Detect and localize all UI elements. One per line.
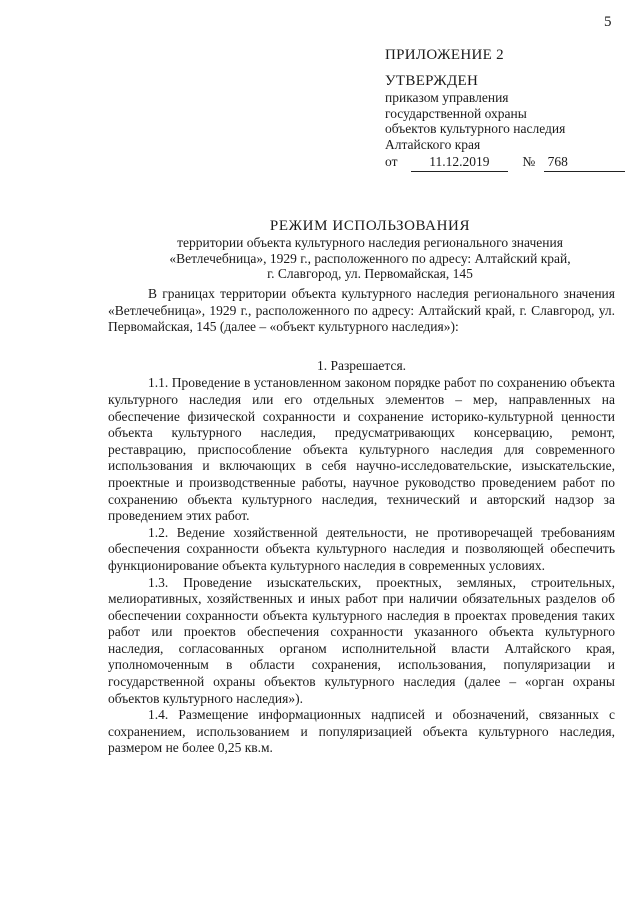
from-label: от bbox=[385, 154, 398, 169]
title-line: г. Славгород, ул. Первомайская, 145 bbox=[267, 266, 473, 281]
section-item: 1.1. Проведение в установленном законом порядке работ по сохранению объекта культурного наследия или его отдельных элементов – мер, направленных на обеспечение физической сохранности и сохранение историко-культурной ценности объекта культурного наследия, предусматривающих консервацию, ремонт, реставрацию, приспособление объекта культурного наследия для современного использования и включающих в себя научно-исследовательские, изыскательские, проектные и производственные работы, научное руководство проведением работ по сохранению объекта культурного наследия, технический и авторский надзор за проведением этих работ. bbox=[108, 375, 615, 524]
approval-line: приказом управления bbox=[385, 90, 509, 105]
order-date: 11.12.2019 bbox=[411, 154, 508, 172]
approval-line: Алтайского края bbox=[385, 136, 481, 152]
order-number: 768 bbox=[544, 154, 625, 172]
approved-label: УТВЕРЖДЕН bbox=[385, 73, 479, 89]
document-title: РЕЖИМ ИСПОЛЬЗОВАНИЯ bbox=[269, 218, 471, 234]
page-number: 5 bbox=[604, 14, 612, 30]
title-line: «Ветлечебница», 1929 г., расположенного по адресу: Алтайский край, bbox=[169, 250, 571, 266]
section-heading: 1. Разрешается. bbox=[316, 357, 407, 373]
approval-block bbox=[385, 46, 625, 172]
title-line: территории объекта культурного наследия регионального значения bbox=[177, 235, 563, 250]
order-date-line bbox=[385, 154, 625, 172]
number-label: № bbox=[522, 154, 536, 169]
approval-line: объектов культурного наследия bbox=[385, 121, 566, 136]
intro-paragraph: В границах территории объекта культурного наследия регионального значения «Ветлечебница», 1929 г., расположенного по адресу: Алтайский край, г. Славгород, ул. Первомайская, 145 (далее – «объект культурного наследия»): bbox=[108, 286, 615, 335]
document-body bbox=[108, 286, 615, 757]
appendix-label: ПРИЛОЖЕНИЕ 2 bbox=[385, 47, 504, 63]
section-item: 1.2. Ведение хозяйственной деятельности, не противоречащей требованиям обеспечения сохранности объекта культурного наследия и позволяющей обеспечить функционирование объекта культурного наследия в современных условиях. bbox=[108, 524, 615, 573]
section-item: 1.4. Размещение информационных надписей и обозначений, связанных с сохранением, использованием и популяризацией объекта культурного наследия, размером не более 0,25 кв.м. bbox=[108, 707, 615, 756]
section-item: 1.3. Проведение изыскательских, проектных, земляных, строительных, мелиоративных, хозяйственных и иных работ при наличии обязательных разделов об обеспечении сохранности объекта культурного наследия в проектах проведения таких работ или проектов обеспечения сохранности указанного объекта культурного наследия, согласованных органом исполнительной власти Алтайского края, уполномоченным в области сохранения, использования, популяризации и государственной охраны объектов культурного наследия (далее – «орган охраны объектов культурного наследия»). bbox=[108, 574, 615, 706]
approval-line: государственной охраны bbox=[385, 105, 527, 121]
document-title-block bbox=[100, 217, 640, 282]
